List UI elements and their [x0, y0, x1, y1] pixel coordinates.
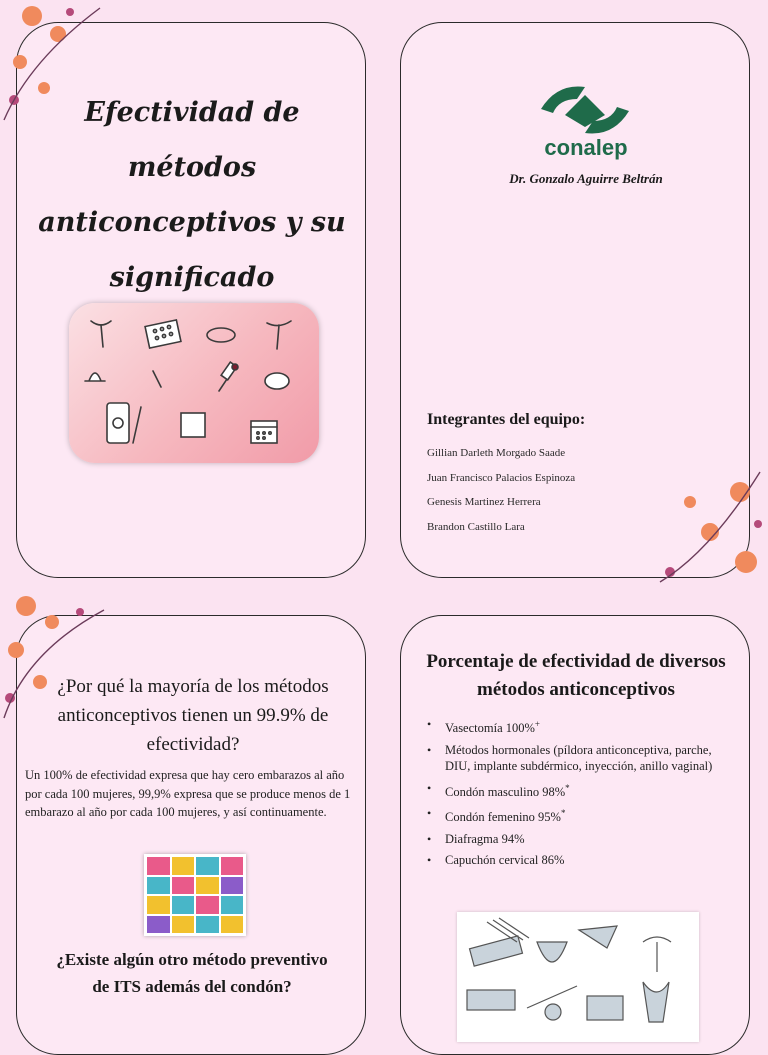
list-item: • Condón masculino 98%* — [427, 780, 737, 801]
contraceptive-methods-drawing — [457, 912, 699, 1042]
ring-icon — [545, 1004, 561, 1020]
team-heading: Integrantes del equipo: — [427, 411, 586, 428]
implant-icon — [153, 371, 161, 387]
injection-icon — [219, 362, 238, 391]
page-title: Efectividad de métodos anticonceptivos y su significado — [38, 97, 346, 293]
pill-pack-icon — [467, 990, 515, 1010]
patch-icon — [587, 996, 623, 1020]
team-members-list — [427, 441, 575, 539]
flower-decoration-icon — [0, 0, 110, 130]
condom-icon — [85, 373, 105, 381]
percentages-title: Porcentaje de efectividad de diversos métodos anticonceptivos — [426, 651, 726, 700]
iud-icon — [91, 321, 111, 347]
effectiveness-answer: Un 100% de efectividad expresa que hay cero embarazos al año por cada 100 mujeres, 99,9% expresa que se produce menos de 1 embarazo al año por cada 100 mujeres, y así continuamente. — [25, 768, 351, 819]
percentages-list — [427, 716, 737, 874]
list-item: • Vasectomía 100%+ — [427, 716, 737, 737]
flower-decoration-icon — [650, 462, 768, 592]
effectiveness-question: ¿Por qué la mayoría de los métodos anticonceptivos tienen un 99.9% de efectividad? — [57, 676, 329, 755]
patch-icon — [579, 926, 617, 948]
list-item: • Condón femenino 95%* — [427, 805, 737, 826]
iud-icon — [643, 937, 671, 972]
contraceptives-illustration — [69, 303, 319, 463]
patch-icon — [181, 413, 205, 437]
conalep-logo-icon — [535, 79, 635, 141]
its-question: ¿Existe algún otro método preventivo de ITS además del condón? — [56, 950, 328, 996]
team-member: Juan Francisco Palacios Espinoza — [427, 471, 576, 484]
list-item: • Diafragma 94% — [427, 831, 737, 848]
flower-decoration-icon — [0, 592, 110, 722]
ring-icon — [207, 328, 235, 342]
calendar-icon — [251, 421, 277, 443]
pill-pack-icon — [145, 320, 181, 348]
diaphragm-icon — [643, 982, 669, 1022]
team-member: Gillian Darleth Morgado Saade — [427, 447, 566, 459]
condom-icon — [537, 942, 567, 962]
list-item: • Métodos hormonales (píldora anticonceptiva, parche, DIU, implante subdérmico, inyección, anillo vaginal) — [427, 742, 737, 775]
list-item: • Capuchón cervical 86% — [427, 852, 737, 869]
school-name: Dr. Gonzalo Aguirre Beltrán — [509, 171, 663, 186]
iud-icon — [267, 321, 291, 349]
phone-app-icon — [107, 403, 129, 443]
pill-icon — [265, 373, 289, 389]
contraceptives-grid-image — [144, 854, 246, 936]
conalep-wordmark: conalep — [544, 135, 628, 160]
team-member: Brandon Castillo Lara — [427, 520, 525, 533]
team-member: Genesis Martinez Herrera — [427, 496, 541, 508]
effectiveness-percentages-card — [400, 615, 750, 1055]
thermometer-icon — [133, 407, 141, 443]
